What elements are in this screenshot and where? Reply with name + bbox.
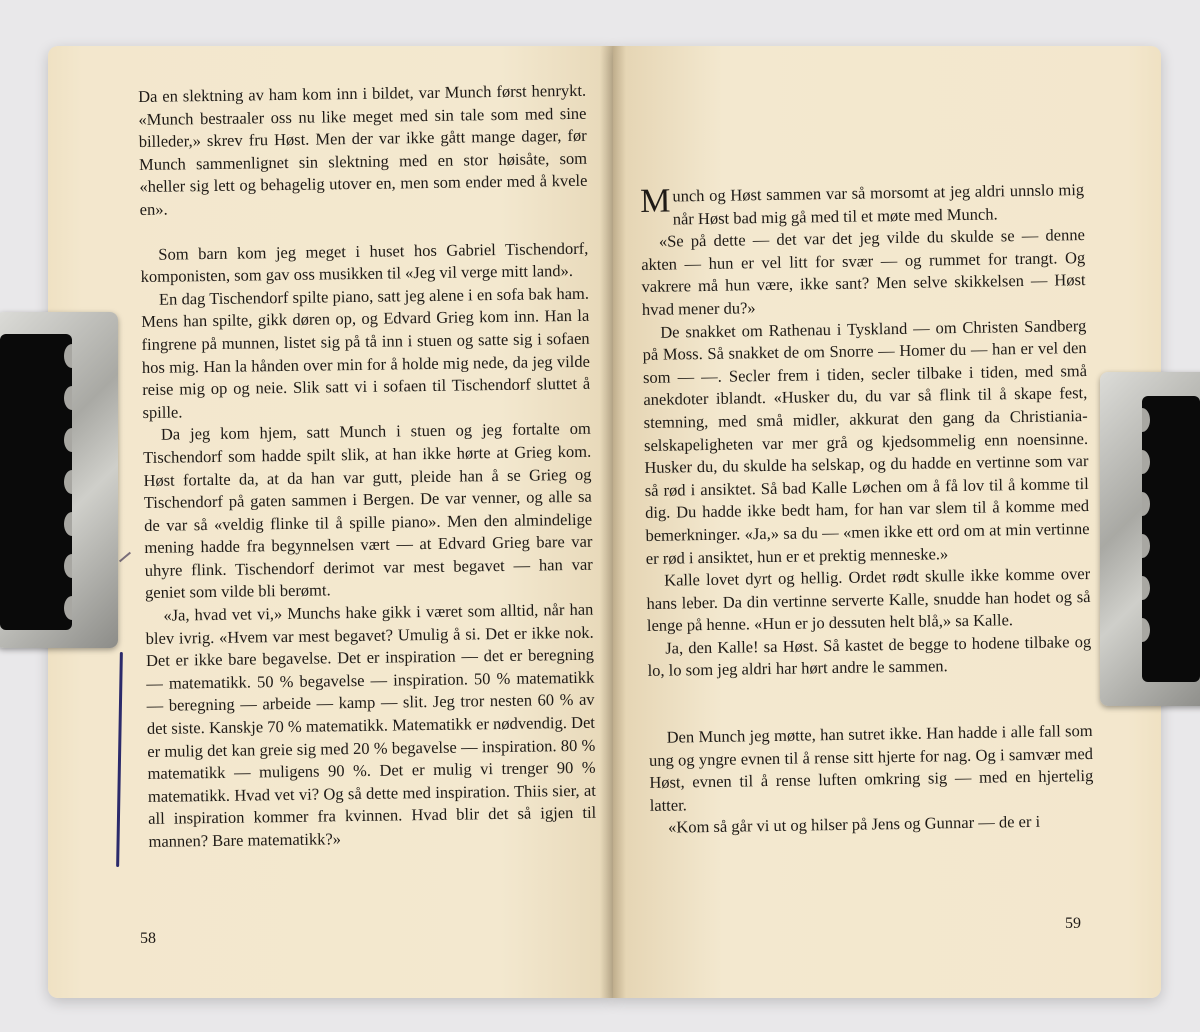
right-paragraph-2: «Se på dette — det var det jeg vilde du skulde se — denne akten — hun er vel litt for svær — og rummet for trangt. Og vakrere må hun være, ikke sant? Men selve skikkelsen — Høst hvad mener du?» xyxy=(641,225,1086,319)
left-page-clip xyxy=(0,312,118,648)
page-number-right: 59 xyxy=(1065,915,1081,932)
left-paragraph-5: «Ja, hvad vet vi,» Munchs hake gikk i været som alltid, når han blev ivrig. «Hvem var mest begavet? Umulig å si. Det er ikke nok. Det er ikke bare begavelse. Det er inspiration — det er beregning — matematikk. 50 % begavelse — inspiration. 50 % matematikk — beregning — arbeide — kamp — slit. Jeg tror nesten 60 % av det siste. Kanskje 70 % matematikk. Matematikk er nødvendig. Det er mulig det kan greie sig med 20 % begavelse — inspiration. 80 % matematikk — muligens 90 %. Det er mulig vi trenger 90 % matematikk. Hvad vet vi? Og så dette med inspiration. Thiis sier, at all inspiration kommer fra kvinnen. Hvad blir det så igjen til mannen? Bare matematikk?» xyxy=(145,599,597,851)
right-paragraph-3: De snakket om Rathenau i Tyskland — om Christen Sandberg på Moss. Så snakket de om Snorre — Homer du — han er vel den som — —. Secler frem i tiden, secler tilbake i tiden, med små anekdoter iblandt. «Husker du, du var så flink til å skape fest, stemning, med små midler, akkurat den gang da Christiania-selskapeligheten var mer grå og kjedsommelig enn noensinne. Husker du, du skulde ha selskap, og du hadde en vertinne som var så rød i ansiktet. Så bad Kalle Løchen om å få lov til å komme til dig. Du hadde ikke bedt ham, for han var slem til å komme med bemerkninger. «Ja,» sa du — «men ikke ett ord om at min vertinne er rød i ansiktet, hun er et prektig menneske.» xyxy=(642,315,1090,568)
right-page-clip xyxy=(1100,372,1200,706)
drop-cap: M xyxy=(639,182,671,220)
left-paragraph-3: En dag Tischendorf spilte piano, satt jeg alene i en sofa bak ham. Mens han spilte, gikk døren op, og Edvard Grieg kom inn. Han la fingrene på munnen, listet sig på tå inn i stuen og satte sig i sofaen hos mig. Han la hånden over min for å holde mig nede, da jeg vilde reise mig op og neie. Slik satt vi i sofaen til Tischendorf sluttet å spille. xyxy=(141,283,591,422)
right-paragraph-1-text: unch og Høst sammen var så morsomt at jeg aldri unnslo mig når Høst bad mig gå med til et møte med Munch. xyxy=(672,180,1085,229)
left-clip-spring xyxy=(0,334,72,630)
book-gutter xyxy=(600,46,626,998)
right-paragraph-4: Kalle lovet dyrt og hellig. Ordet rødt skulle ikke komme over hans leber. Da din vertinne serverte Kalle, snudde han hodet og så lenge på henne. «Hun er jo dessuten helt blå,» sa Kalle. xyxy=(646,564,1091,636)
right-paragraph-6: Den Munch jeg møtte, han sutret ikke. Han hadde i alle fall som ung og yngre evnen til å rense sitt hjerte for nag. Og i samvær med Høst, evnen til å rense luften omkring sig — med en hjertelig latter. xyxy=(648,721,1094,815)
right-paragraph-7: «Kom så går vi ut og hilser på Jens og Gunnar — de er i xyxy=(667,812,1041,838)
left-paragraph-1: Da en slektning av ham kom inn i bildet, var Munch først henrykt. «Munch bestraaler oss nu like meget med sin tale som med sine billeder,» skrev fru Høst. Men der var ikke gått mange dager, før Munch sammenlignet sin slektning med en stor høisåte, som «heller sig lett og behagelig utover en, men som ender med å kvele en». xyxy=(138,80,588,219)
right-paragraph-5: Ja, den Kalle! sa Høst. Så kastet de begge to hodene tilbake og lo, lo som jeg aldri har hørt andre le sammen. xyxy=(647,631,1092,681)
right-clip-spring xyxy=(1142,396,1200,682)
left-page-text xyxy=(138,80,597,854)
right-paragraph-1 xyxy=(640,179,1085,231)
page-number-left: 58 xyxy=(140,930,156,947)
left-paragraph-2: Som barn kom jeg meget i huset hos Gabriel Tischendorf, komponisten, som gav oss musikken til «Jeg vil verge mitt land». xyxy=(140,238,589,287)
left-paragraph-4: Da jeg kom hjem, satt Munch i stuen og jeg fortalte om Tischendorf som hadde spilt slik, at han ikke hørte at Grieg kom. Høst fortalte da, at da han var gutt, pleide han å se Grieg og Tischendorf på gaten sammen i Bergen. De var venner, og alle sa de var så «veldig flinke til å spille piano». Men den almindelige mening hadde fra begynnelsen vært — at Edvard Grieg bare var uhyre flink. Tischendorf derimot var mest begavet — han var geniet som vilde bli berømt. xyxy=(143,419,593,603)
right-page-text xyxy=(640,179,1094,840)
